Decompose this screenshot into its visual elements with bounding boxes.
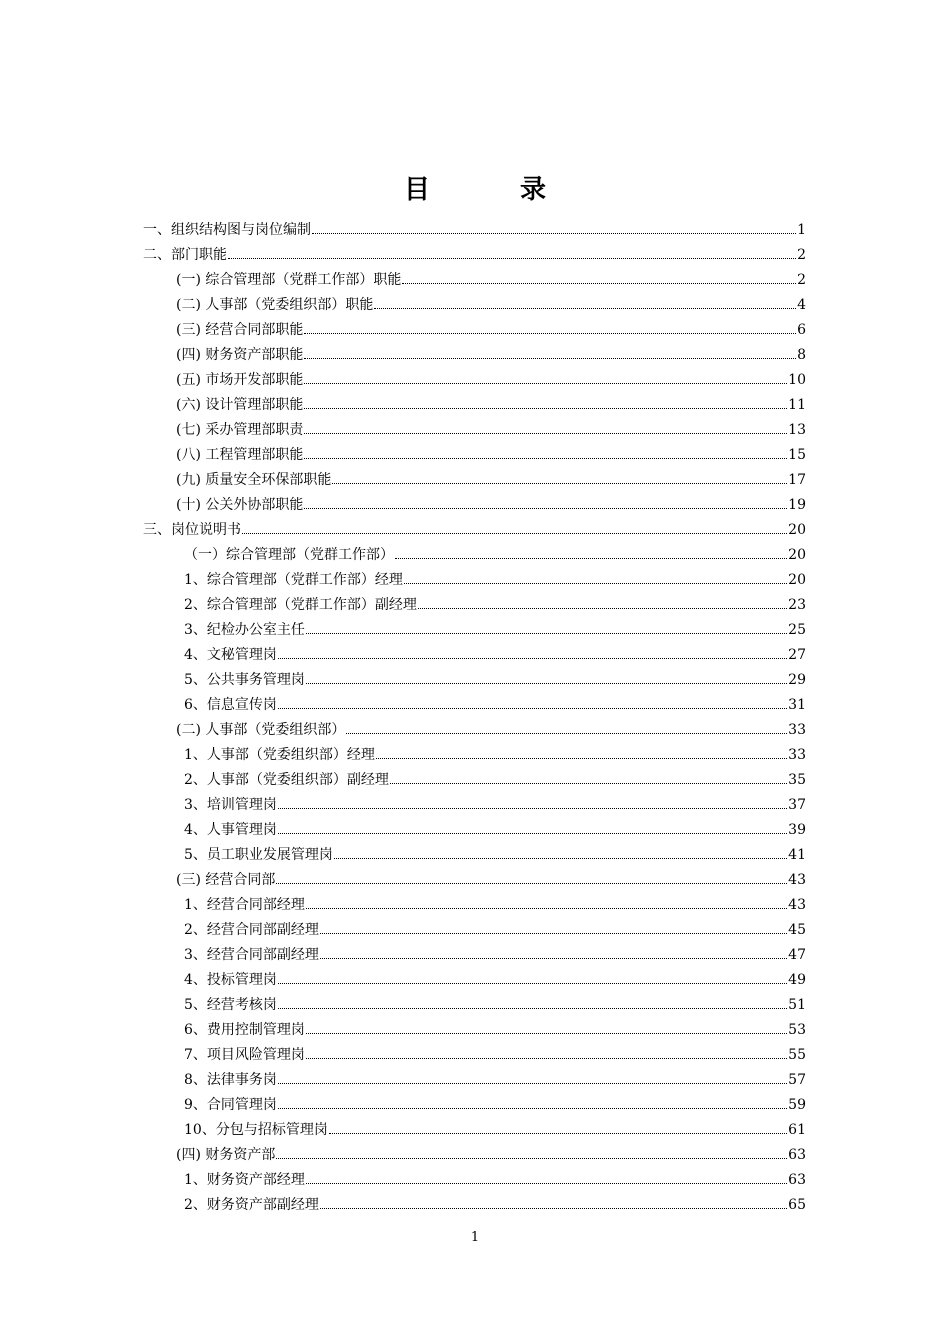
toc-entry[interactable] — [0, 543, 950, 568]
toc-dot-leader — [242, 532, 787, 534]
toc-entry-label: 2、人事部（党委组织部）副经理 — [184, 772, 389, 788]
toc-entry[interactable] — [0, 1018, 950, 1043]
toc-entry-label: 5、公共事务管理岗 — [184, 672, 305, 688]
table-of-contents — [0, 218, 950, 1218]
toc-entry-label: 1、财务资产部经理 — [184, 1172, 305, 1188]
toc-entry-page-number: 27 — [788, 647, 806, 663]
toc-entry-label: 二、部门职能 — [143, 247, 227, 263]
toc-entry-page-number: 33 — [788, 747, 806, 763]
toc-entry-page-number: 63 — [788, 1147, 806, 1163]
toc-entry[interactable] — [0, 368, 950, 393]
toc-entry-page-number: 57 — [788, 1072, 806, 1088]
toc-entry-page-number: 8 — [797, 347, 806, 363]
toc-entry-label: (八) 工程管理部职能 — [176, 447, 304, 463]
toc-entry[interactable] — [0, 693, 950, 718]
toc-dot-leader — [312, 232, 796, 234]
toc-entry-label: (二) 人事部（党委组织部） — [176, 722, 346, 738]
toc-dot-leader — [306, 1182, 787, 1184]
toc-entry-page-number: 17 — [788, 472, 806, 488]
toc-entry-page-number: 65 — [788, 1197, 806, 1213]
toc-entry-page-number: 20 — [788, 522, 806, 538]
toc-entry-label: 10、分包与招标管理岗 — [184, 1122, 328, 1138]
toc-entry-label: 1、综合管理部（党群工作部）经理 — [184, 572, 403, 588]
toc-dot-leader — [334, 857, 787, 859]
toc-entry[interactable] — [0, 868, 950, 893]
toc-entry-label: (四) 财务资产部职能 — [176, 347, 304, 363]
toc-entry-page-number: 13 — [788, 422, 806, 438]
toc-entry[interactable] — [0, 1118, 950, 1143]
toc-entry[interactable] — [0, 1193, 950, 1218]
toc-dot-leader — [320, 957, 787, 959]
toc-entry-page-number: 20 — [788, 572, 806, 588]
toc-entry-label: 3、纪检办公室主任 — [184, 622, 305, 638]
toc-entry-label: 2、综合管理部（党群工作部）副经理 — [184, 597, 417, 613]
toc-entry-label: (一) 综合管理部（党群工作部）职能 — [176, 272, 402, 288]
toc-entry[interactable] — [0, 968, 950, 993]
toc-entry[interactable] — [0, 668, 950, 693]
toc-entry-page-number: 25 — [788, 622, 806, 638]
toc-entry-page-number: 31 — [788, 697, 806, 713]
toc-entry-page-number: 35 — [788, 772, 806, 788]
toc-entry-page-number: 23 — [788, 597, 806, 613]
toc-entry[interactable] — [0, 818, 950, 843]
toc-entry-label: 一、组织结构图与岗位编制 — [143, 222, 311, 238]
toc-dot-leader — [304, 457, 787, 459]
toc-entry-page-number: 45 — [788, 922, 806, 938]
toc-dot-leader — [278, 1082, 787, 1084]
toc-entry[interactable] — [0, 1043, 950, 1068]
toc-entry[interactable] — [0, 243, 950, 268]
toc-entry-page-number: 47 — [788, 947, 806, 963]
toc-entry-page-number: 51 — [788, 997, 806, 1013]
toc-dot-leader — [278, 807, 787, 809]
toc-entry-page-number: 37 — [788, 797, 806, 813]
toc-dot-leader — [278, 1107, 787, 1109]
toc-entry[interactable] — [0, 643, 950, 668]
toc-entry-page-number: 2 — [797, 272, 806, 288]
toc-entry[interactable] — [0, 993, 950, 1018]
toc-entry-label: (五) 市场开发部职能 — [176, 372, 304, 388]
toc-dot-leader — [320, 1207, 787, 1209]
toc-entry[interactable] — [0, 893, 950, 918]
toc-dot-leader — [304, 507, 787, 509]
toc-entry[interactable] — [0, 218, 950, 243]
page-number-footer: 1 — [470, 1230, 480, 1245]
toc-entry-label: 6、费用控制管理岗 — [184, 1022, 305, 1038]
toc-entry[interactable] — [0, 1093, 950, 1118]
toc-entry-label: 3、培训管理岗 — [184, 797, 277, 813]
toc-entry[interactable] — [0, 493, 950, 518]
toc-entry-label: 三、岗位说明书 — [143, 522, 241, 538]
toc-entry-page-number: 53 — [788, 1022, 806, 1038]
toc-entry-label: 7、项目风险管理岗 — [184, 1047, 305, 1063]
toc-dot-leader — [346, 732, 787, 734]
toc-entry[interactable] — [0, 343, 950, 368]
toc-dot-leader — [228, 257, 796, 259]
toc-dot-leader — [276, 1157, 787, 1159]
toc-entry[interactable] — [0, 743, 950, 768]
toc-entry-label: （一）综合管理部（党群工作部） — [184, 547, 394, 563]
toc-entry[interactable] — [0, 618, 950, 643]
toc-dot-leader — [320, 932, 787, 934]
toc-entry-label: 2、财务资产部副经理 — [184, 1197, 319, 1213]
toc-entry[interactable] — [0, 943, 950, 968]
toc-dot-leader — [304, 357, 796, 359]
toc-entry[interactable] — [0, 593, 950, 618]
toc-dot-leader — [304, 382, 787, 384]
toc-dot-leader — [402, 282, 796, 284]
toc-entry[interactable] — [0, 443, 950, 468]
toc-entry[interactable] — [0, 268, 950, 293]
toc-dot-leader — [278, 657, 787, 659]
toc-entry-page-number: 19 — [788, 497, 806, 513]
toc-title: 目 录 — [403, 175, 578, 205]
toc-entry[interactable] — [0, 718, 950, 743]
toc-entry[interactable] — [0, 518, 950, 543]
toc-entry[interactable] — [0, 1143, 950, 1168]
toc-entry[interactable] — [0, 318, 950, 343]
toc-dot-leader — [304, 332, 796, 334]
toc-dot-leader — [404, 582, 787, 584]
toc-dot-leader — [376, 757, 787, 759]
toc-entry[interactable] — [0, 843, 950, 868]
toc-entry[interactable] — [0, 393, 950, 418]
toc-dot-leader — [374, 307, 796, 309]
toc-entry-page-number: 11 — [788, 397, 806, 413]
toc-entry[interactable] — [0, 468, 950, 493]
toc-dot-leader — [306, 907, 787, 909]
toc-dot-leader — [278, 707, 787, 709]
toc-entry-label: (七) 采办管理部职责 — [176, 422, 304, 438]
toc-entry-label: 2、经营合同部副经理 — [184, 922, 319, 938]
toc-entry-page-number: 10 — [788, 372, 806, 388]
toc-entry-label: 1、经营合同部经理 — [184, 897, 305, 913]
toc-entry-page-number: 43 — [788, 872, 806, 888]
toc-entry-page-number: 15 — [788, 447, 806, 463]
toc-entry-page-number: 4 — [797, 297, 806, 313]
toc-entry-page-number: 39 — [788, 822, 806, 838]
toc-entry-label: (二) 人事部（党委组织部）职能 — [176, 297, 374, 313]
toc-entry-page-number: 6 — [797, 322, 806, 338]
toc-entry-label: (六) 设计管理部职能 — [176, 397, 304, 413]
toc-entry-label: (四) 财务资产部 — [176, 1147, 276, 1163]
toc-entry-label: (十) 公关外协部职能 — [176, 497, 304, 513]
toc-entry-page-number: 61 — [788, 1122, 806, 1138]
toc-entry-page-number: 20 — [788, 547, 806, 563]
toc-dot-leader — [304, 407, 787, 409]
toc-entry-label: 4、投标管理岗 — [184, 972, 277, 988]
toc-entry-label: 5、经营考核岗 — [184, 997, 277, 1013]
toc-entry[interactable] — [0, 418, 950, 443]
toc-entry[interactable] — [0, 918, 950, 943]
toc-entry-label: 3、经营合同部副经理 — [184, 947, 319, 963]
toc-entry-page-number: 59 — [788, 1097, 806, 1113]
toc-dot-leader — [306, 682, 787, 684]
toc-entry-label: 4、文秘管理岗 — [184, 647, 277, 663]
toc-entry-label: (三) 经营合同部 — [176, 872, 276, 888]
toc-entry-label: 8、法律事务岗 — [184, 1072, 277, 1088]
toc-entry-label: (三) 经营合同部职能 — [176, 322, 304, 338]
toc-entry[interactable] — [0, 793, 950, 818]
toc-entry-page-number: 49 — [788, 972, 806, 988]
toc-entry-page-number: 1 — [797, 222, 806, 238]
toc-entry-page-number: 2 — [797, 247, 806, 263]
toc-entry-label: (九) 质量安全环保部职能 — [176, 472, 332, 488]
toc-entry[interactable] — [0, 768, 950, 793]
toc-dot-leader — [390, 782, 787, 784]
toc-entry-label: 4、人事管理岗 — [184, 822, 277, 838]
toc-entry-page-number: 63 — [788, 1172, 806, 1188]
toc-dot-leader — [306, 1057, 787, 1059]
toc-entry-page-number: 55 — [788, 1047, 806, 1063]
toc-entry-page-number: 29 — [788, 672, 806, 688]
toc-dot-leader — [304, 432, 787, 434]
toc-entry[interactable] — [0, 293, 950, 318]
toc-dot-leader — [278, 832, 787, 834]
toc-entry-label: 6、信息宣传岗 — [184, 697, 277, 713]
toc-entry-label: 5、员工职业发展管理岗 — [184, 847, 333, 863]
toc-entry[interactable] — [0, 1168, 950, 1193]
toc-dot-leader — [306, 632, 787, 634]
toc-dot-leader — [395, 557, 787, 559]
toc-entry-label: 1、人事部（党委组织部）经理 — [184, 747, 375, 763]
toc-dot-leader — [306, 1032, 787, 1034]
toc-entry-page-number: 41 — [788, 847, 806, 863]
toc-entry-page-number: 33 — [788, 722, 806, 738]
toc-dot-leader — [332, 482, 787, 484]
toc-dot-leader — [418, 607, 787, 609]
toc-entry-label: 9、合同管理岗 — [184, 1097, 277, 1113]
toc-dot-leader — [278, 1007, 787, 1009]
toc-dot-leader — [278, 982, 787, 984]
toc-dot-leader — [329, 1132, 787, 1134]
toc-dot-leader — [276, 882, 787, 884]
toc-entry[interactable] — [0, 1068, 950, 1093]
toc-entry[interactable] — [0, 568, 950, 593]
toc-entry-page-number: 43 — [788, 897, 806, 913]
